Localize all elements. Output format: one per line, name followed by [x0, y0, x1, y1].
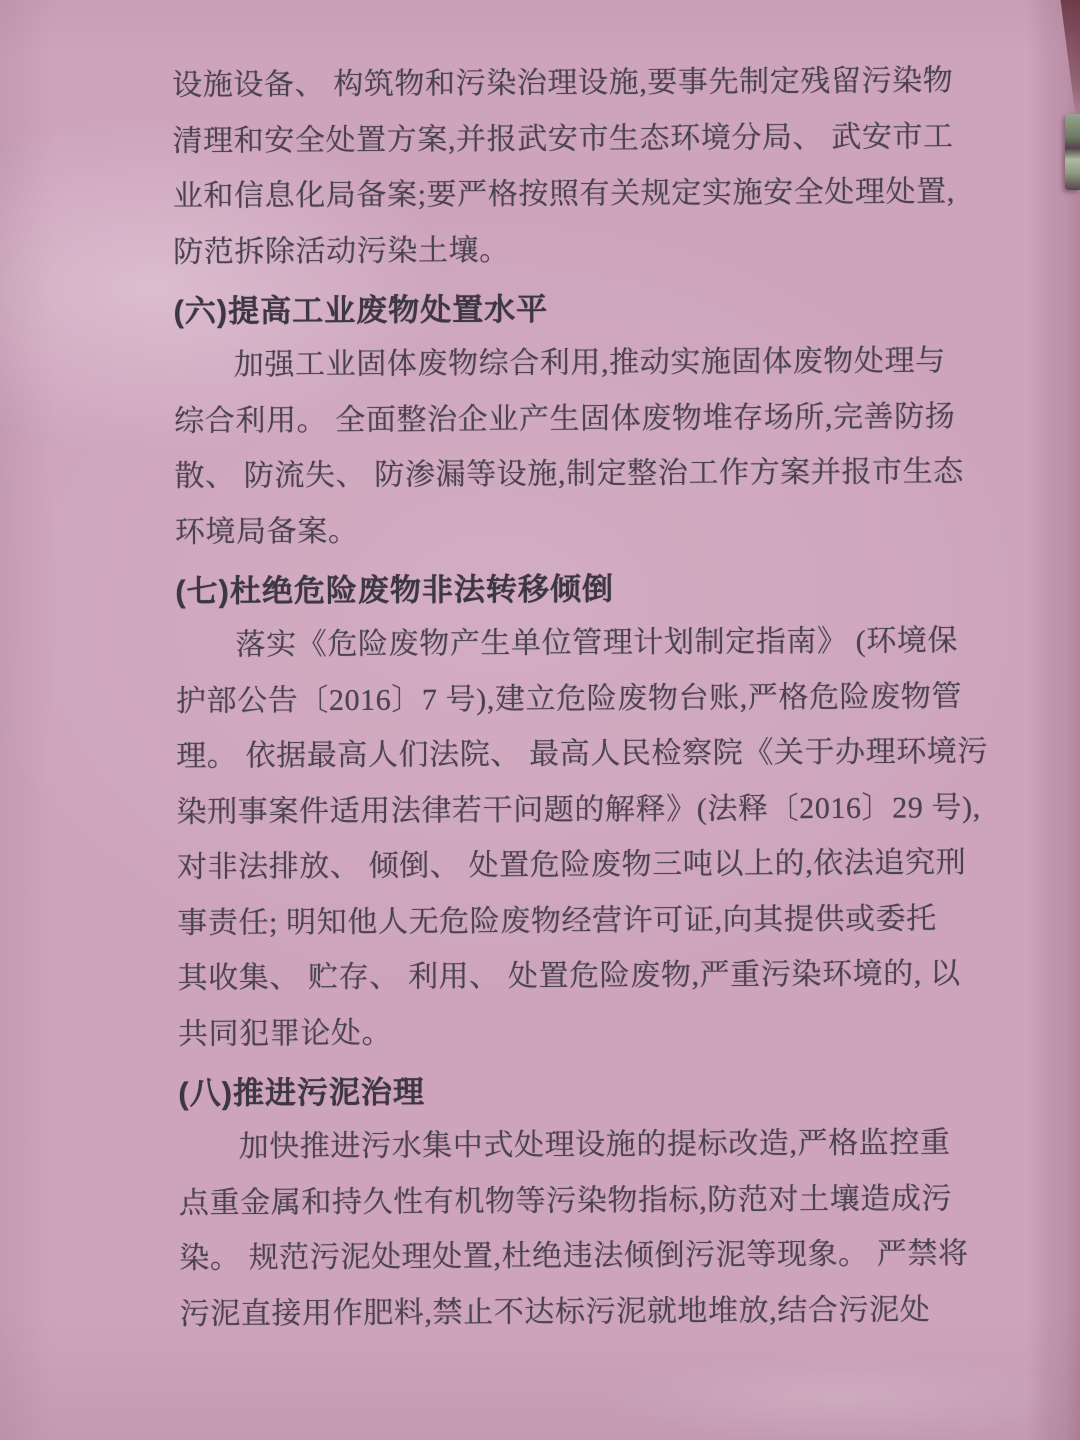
section-heading-7: (七)杜绝危险废物非法转移倾倒 — [175, 571, 615, 609]
text-line: 染刑事案件适用法律若干问题的解释》(法释〔2016〕29 号), — [176, 790, 981, 829]
text-line: 对非法排放、 倾倒、 处置危险废物三吨以上的,依法追究刑 — [176, 846, 967, 884]
text-line: 事责任; 明知他人无危险废物经营许可证,向其提供或委托 — [177, 901, 937, 940]
text-line: 环境局备案。 — [174, 514, 359, 549]
text-line: 散、 防流失、 防渗漏等设施,制定整治工作方案并报市生态 — [174, 455, 964, 493]
text-line: 其收集、 贮存、 利用、 处置危险废物,严重污染环境的, 以 — [177, 957, 961, 995]
text-line: 加快推进污水集中式处理设施的提标改造,严格监控重 — [238, 1126, 951, 1164]
document-text — [172, 53, 989, 1342]
binder-clip — [1065, 114, 1080, 190]
text-line: 落实《危险废物产生单位管理计划制定指南》 (环境保 — [235, 624, 959, 662]
text-line: 设施设备、 构筑物和污染治理设施,要事先制定残留污染物 — [172, 64, 954, 102]
text-line: 污泥直接用作肥料,禁止不达标污泥就地堆放,结合污泥处 — [179, 1292, 931, 1331]
text-line: 护部公告〔2016〕7 号),建立危险废物台账,严格危险废物管 — [175, 679, 963, 718]
text-line: 清理和安全处置方案,并报武安市生态环境分局、 武安市工 — [172, 119, 954, 158]
text-line: 点重金属和持久性有机物等污染物指标,防范对土壤造成污 — [178, 1181, 953, 1220]
text-line: 理。 依据最高人们法院、 最高人民检察院《关于办理环境污 — [176, 735, 989, 773]
page-right-edge-shadow — [1028, 0, 1080, 1440]
text-line: 综合利用。 全面整治企业产生固体废物堆存场所,完善防扬 — [174, 399, 956, 438]
text-line: 业和信息化局备案;要严格按照有关规定实施安全处理处置, — [172, 175, 955, 213]
text-line: 共同犯罪论处。 — [177, 1016, 393, 1051]
text-line: 防范拆除活动污染土壤。 — [173, 233, 510, 269]
text-line: 加强工业固体废物综合利用,推动实施固体废物处理与 — [233, 344, 946, 382]
text-line: 染。 规范污泥处理处置,杜绝违法倾倒污泥等现象。 严禁将 — [179, 1237, 969, 1275]
section-heading-6: (六)提高工业废物处置水平 — [173, 291, 549, 329]
section-heading-8: (八)推进污泥治理 — [178, 1074, 426, 1111]
